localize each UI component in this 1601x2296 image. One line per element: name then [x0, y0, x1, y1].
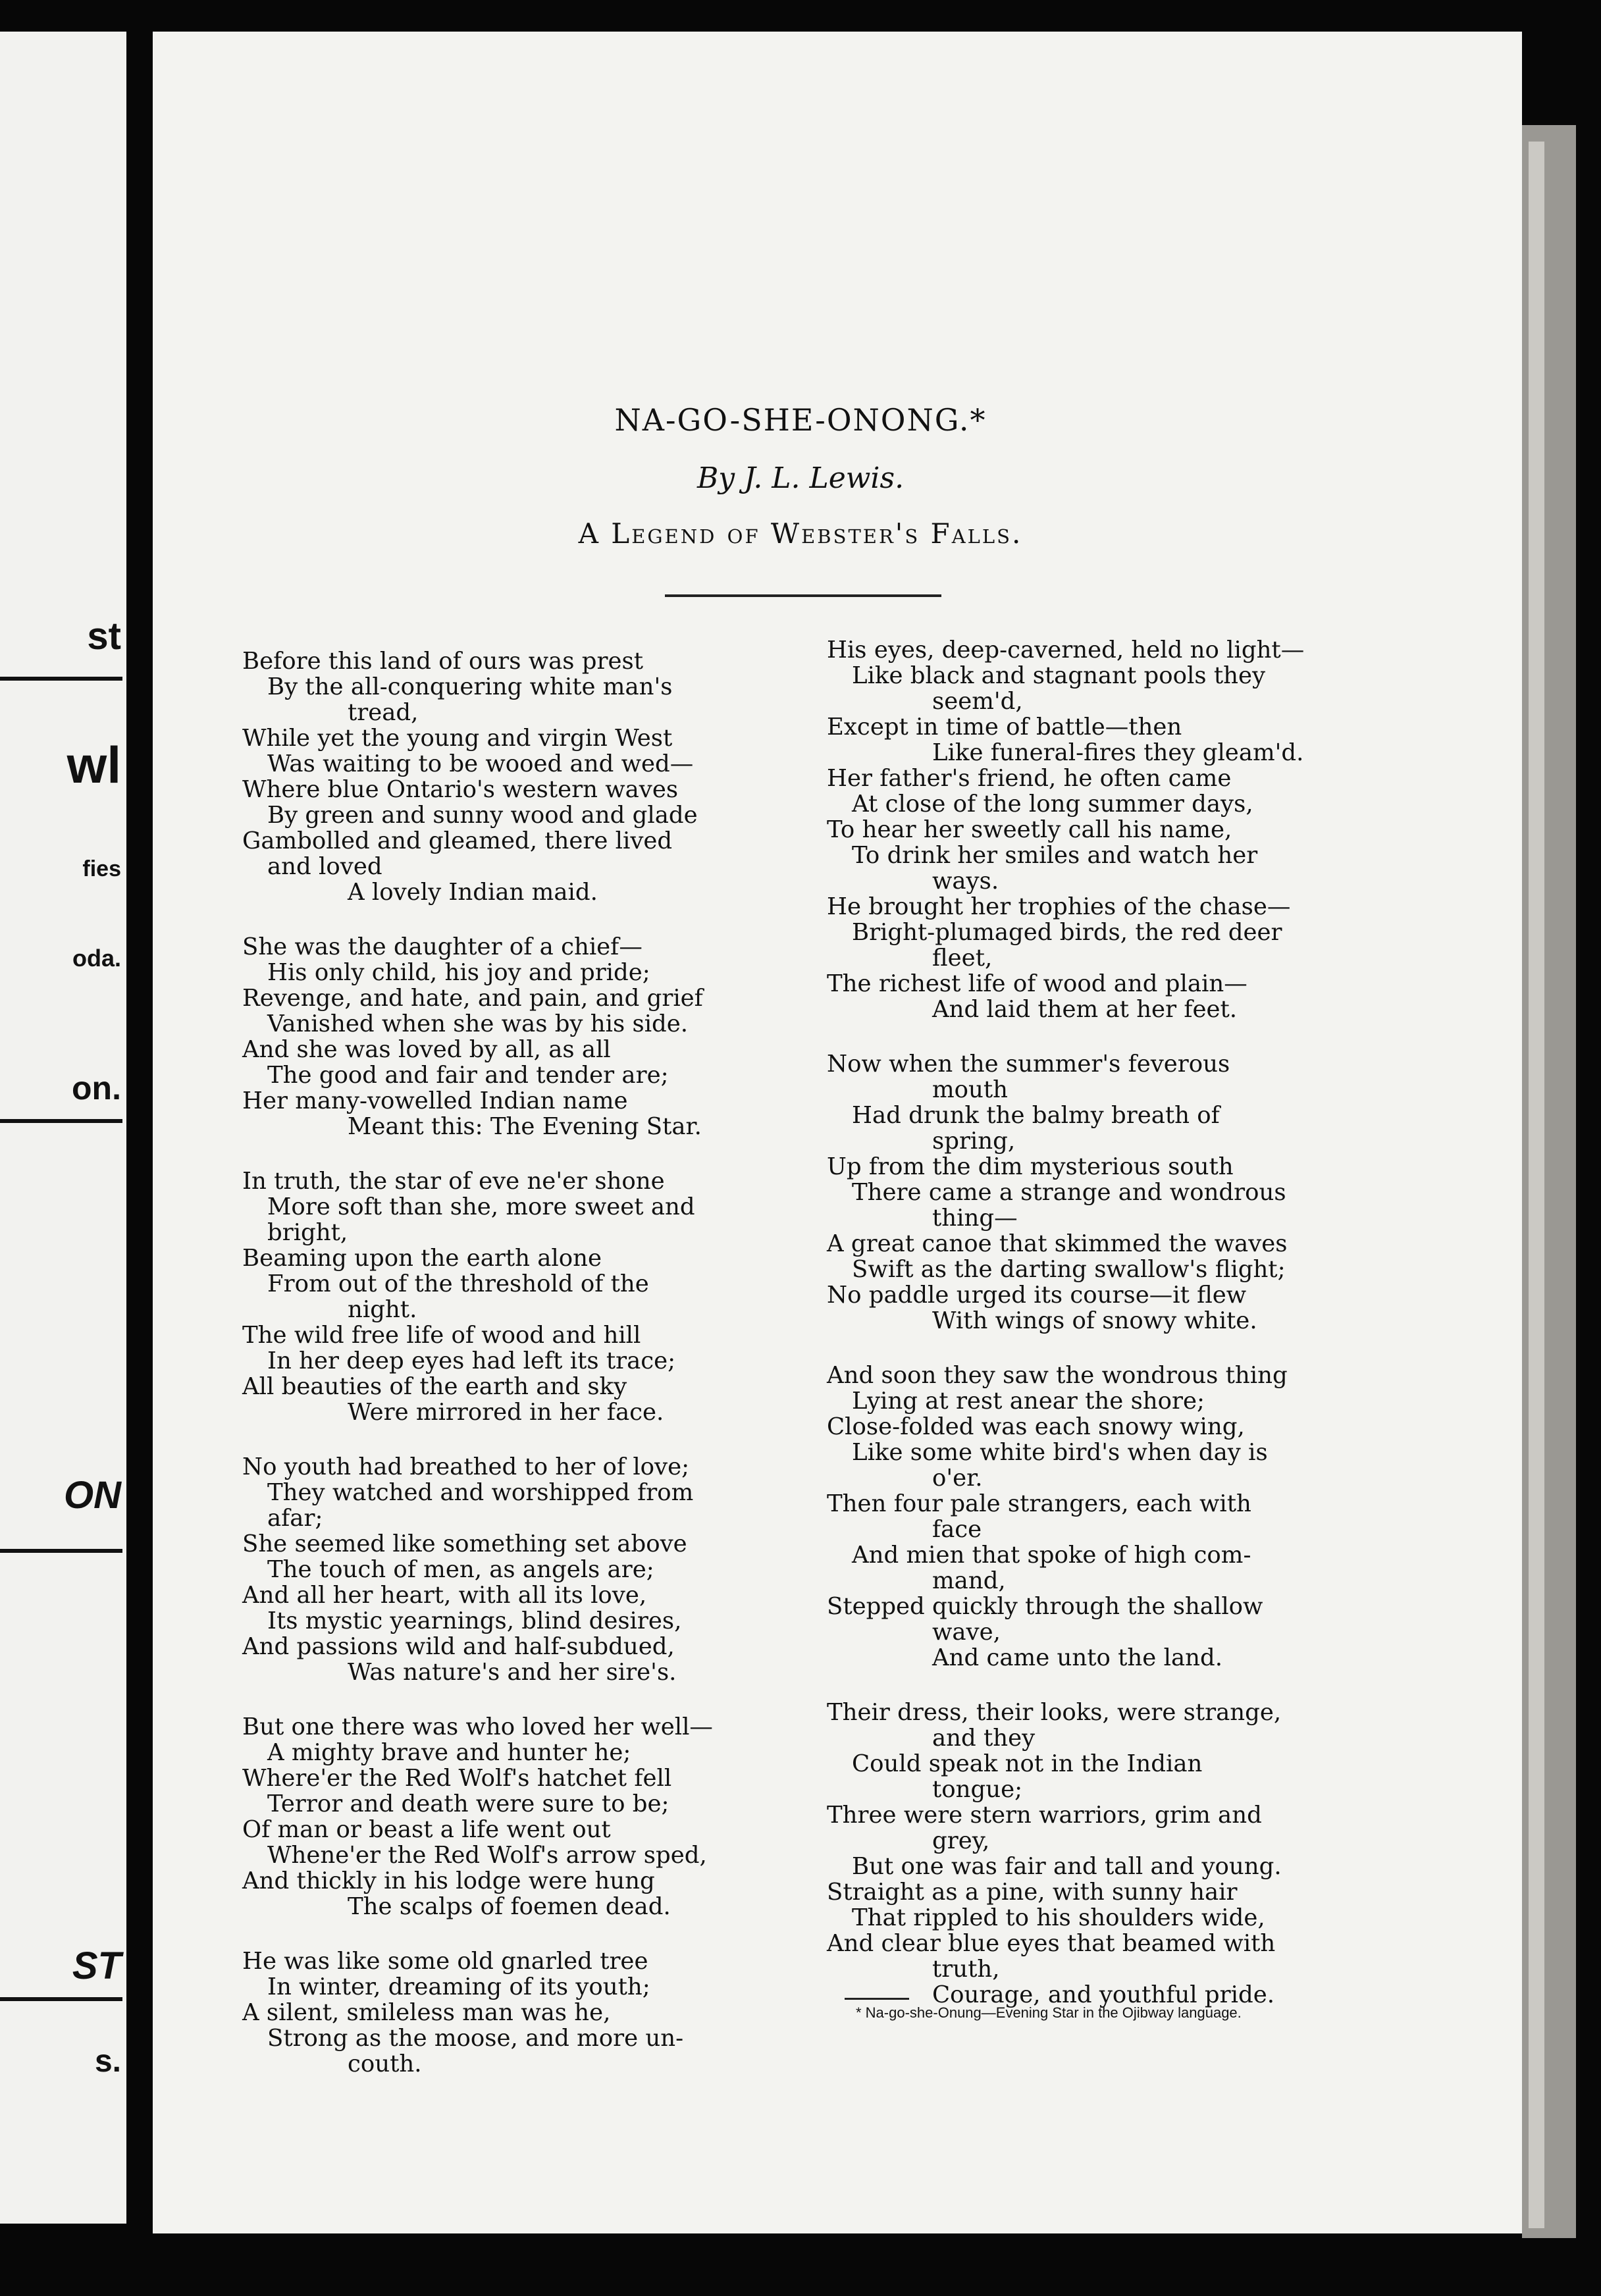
poem-line: Their dress, their looks, were strange,	[827, 1699, 1282, 1726]
poem-line: Bright-plumaged birds, the red deer	[852, 919, 1282, 946]
poem-line: Now when the summer's feverous	[827, 1051, 1230, 1078]
poem-line: And laid them at her feet.	[932, 996, 1238, 1023]
fragment-text: fies	[82, 856, 121, 881]
poem-line: Swift as the darting swallow's flight;	[852, 1256, 1286, 1283]
poem-line: His eyes, deep-caverned, held no light—	[827, 637, 1305, 664]
fragment-rule	[0, 677, 122, 681]
poem-line: couth.	[348, 2050, 422, 2077]
poem-line: grey,	[932, 1827, 990, 1854]
poem-line: bright,	[267, 1219, 348, 1246]
poem-line: Could speak not in the Indian	[852, 1750, 1203, 1777]
poem-line: The touch of men, as angels are;	[267, 1556, 654, 1583]
poem-line: No paddle urged its course—it flew	[827, 1282, 1247, 1309]
poem-line: The wild free life of wood and hill	[242, 1322, 641, 1349]
poem-line: They watched and worshipped from	[267, 1479, 694, 1506]
poem-line: He brought her trophies of the chase—	[827, 893, 1291, 920]
poem-line: At close of the long summer days,	[852, 791, 1253, 818]
poem-line: More soft than she, more sweet and	[267, 1193, 695, 1220]
poem-line: And passions wild and half-subdued,	[242, 1633, 675, 1660]
poem-line: A lovely Indian maid.	[348, 879, 598, 906]
poem-line: Whene'er the Red Wolf's arrow sped,	[267, 1842, 707, 1869]
poem-line: The scalps of foemen dead.	[348, 1893, 671, 1920]
poem-line: night.	[348, 1296, 417, 1323]
poem-line: Three were stern warriors, grim and	[827, 1802, 1262, 1829]
poem-line: That rippled to his shoulders wide,	[852, 1904, 1265, 1931]
poem-line: And she was loved by all, as all	[242, 1036, 611, 1063]
poem-line: In her deep eyes had left its trace;	[267, 1347, 676, 1374]
poem-line: tongue;	[932, 1776, 1023, 1803]
poem-line: And soon they saw the wondrous thing	[827, 1362, 1288, 1389]
poem-line: Was waiting to be wooed and wed—	[267, 750, 694, 777]
poem-line: Of man or beast a life went out	[242, 1816, 611, 1843]
title-divider	[665, 594, 941, 597]
stanza	[827, 1363, 1386, 1671]
facing-page-fragment	[0, 32, 126, 2224]
poem-line: seem'd,	[932, 688, 1023, 715]
poem-column-right	[827, 637, 1386, 2037]
poem-line: Where blue Ontario's western waves	[242, 776, 679, 803]
poem-line: Vanished when she was by his side.	[267, 1010, 689, 1037]
stanza	[242, 1168, 795, 1425]
fragment-rule	[0, 1119, 122, 1123]
poem-line: Had drunk the balmy breath of	[852, 1102, 1220, 1129]
poem-subtitle: A Legend of Webster's Falls.	[578, 517, 1023, 550]
fragment-text: on.	[72, 1070, 121, 1107]
stanza	[827, 1051, 1386, 1334]
stanza	[827, 637, 1386, 1022]
poem-column-left	[242, 648, 795, 2106]
poem-line: From out of the threshold of the	[267, 1270, 649, 1297]
poem-line: Its mystic yearnings, blind desires,	[267, 1607, 682, 1634]
poem-line: wave,	[932, 1619, 1001, 1646]
poem-line: But one was fair and tall and young.	[852, 1853, 1282, 1880]
poem-line: A great canoe that skimmed the waves	[827, 1230, 1288, 1257]
poem-line: Were mirrored in her face.	[348, 1399, 664, 1426]
poem-line: truth,	[932, 1956, 1000, 1983]
poem-line: Lying at rest anear the shore;	[852, 1388, 1205, 1415]
poem-line: Like funeral-fires they gleam'd.	[932, 739, 1304, 766]
footnote-divider	[845, 1998, 909, 2000]
poem-line: And mien that spoke of high com-	[852, 1542, 1251, 1569]
poem-line: thing—	[932, 1205, 1018, 1232]
poem-line: She seemed like something set above	[242, 1530, 687, 1557]
poem-line: By the all-conquering white man's	[267, 673, 673, 700]
poem-line: All beauties of the earth and sky	[242, 1373, 627, 1400]
fragment-rule	[0, 1549, 122, 1553]
poem-line: Her many-vowelled Indian name	[242, 1087, 628, 1114]
fragment-text: oda.	[72, 945, 121, 972]
footnote: * Na-go-she-Onung—Evening Star in the Ojibway language.	[856, 2004, 1242, 2021]
poem-line: There came a strange and wondrous	[852, 1179, 1286, 1206]
poem-line: And came unto the land.	[932, 1644, 1222, 1671]
poem-line: And all her heart, with all its love,	[242, 1582, 647, 1609]
poem-line: Stepped quickly through the shallow	[827, 1593, 1263, 1620]
fragment-text: st	[87, 615, 121, 658]
poem-line: face	[932, 1516, 982, 1543]
stanza	[242, 648, 795, 905]
poem-line: Then four pale strangers, each with	[827, 1490, 1251, 1517]
poem-line: While yet the young and virgin West	[242, 725, 673, 752]
stanza	[827, 1700, 1386, 2008]
poem-line: In truth, the star of eve ne'er shone	[242, 1168, 665, 1195]
poem-line: Was nature's and her sire's.	[348, 1659, 677, 1686]
poem-line: Gambolled and gleamed, there lived	[242, 827, 673, 854]
poem-author: By J. L. Lewis.	[696, 461, 905, 495]
fragment-text: ST	[72, 1944, 121, 1987]
poem-line: A silent, smileless man was he,	[242, 1999, 611, 2026]
poem-line: Close-folded was each snowy wing,	[827, 1413, 1245, 1440]
poem-line: o'er.	[932, 1465, 983, 1492]
fragment-text: ON	[64, 1474, 121, 1517]
stanza	[242, 934, 795, 1139]
poem-line: Except in time of battle—then	[827, 714, 1182, 741]
poem-line: To drink her smiles and watch her	[852, 842, 1258, 869]
poem-line: And clear blue eyes that beamed with	[827, 1930, 1276, 1957]
poem-line: fleet,	[932, 945, 993, 972]
poem-line: Beaming upon the earth alone	[242, 1245, 602, 1272]
poem-line: afar;	[267, 1505, 323, 1532]
poem-line: Where'er the Red Wolf's hatchet fell	[242, 1765, 672, 1792]
poem-line: His only child, his joy and pride;	[267, 959, 650, 986]
poem-line: ways.	[932, 868, 999, 895]
poem-line: The good and fair and tender are;	[267, 1062, 669, 1089]
poem-title: NA-GO-SHE-ONONG.*	[614, 402, 987, 438]
poem-line: A mighty brave and hunter he;	[267, 1739, 631, 1766]
poem-line: mand,	[932, 1567, 1006, 1594]
poem-line: Strong as the moose, and more un-	[267, 2025, 684, 2052]
poem-line: spring,	[932, 1128, 1016, 1155]
fragment-text: wl	[66, 736, 121, 794]
poem-line: Revenge, and hate, and pain, and grief	[242, 985, 703, 1012]
poem-line: And thickly in his lodge were hung	[242, 1867, 655, 1894]
poem-line: The richest life of wood and plain—	[827, 970, 1247, 997]
poem-line: Meant this: The Evening Star.	[348, 1113, 702, 1140]
stanza	[242, 1454, 795, 1685]
poem-line: and loved	[267, 853, 382, 880]
page-edge-inner	[1529, 142, 1544, 2228]
poem-line: and they	[932, 1725, 1036, 1752]
poem-line: Terror and death were sure to be;	[267, 1790, 669, 1817]
poem-line: mouth	[932, 1076, 1009, 1103]
poem-line: She was the daughter of a chief—	[242, 933, 643, 960]
fragment-rule	[0, 1997, 122, 2001]
poem-line: By green and sunny wood and glade	[267, 802, 698, 829]
poem-line: Like black and stagnant pools they	[852, 662, 1266, 689]
poem-line: In winter, dreaming of its youth;	[267, 1973, 650, 2000]
poem-line: Like some white bird's when day is	[852, 1439, 1268, 1466]
poem-line: Straight as a pine, with sunny hair	[827, 1879, 1238, 1906]
poem-line: Courage, and youthful pride.	[932, 1981, 1275, 2008]
poem-line: To hear her sweetly call his name,	[827, 816, 1232, 843]
poem-line: Up from the dim mysterious south	[827, 1153, 1234, 1180]
poem-line: With wings of snowy white.	[932, 1307, 1257, 1334]
stanza	[242, 1714, 795, 1919]
fragment-text: s.	[94, 2044, 121, 2079]
poem-line: Before this land of ours was prest	[242, 648, 643, 675]
poem-line: tread,	[348, 699, 419, 726]
poem-line: But one there was who loved her well—	[242, 1713, 713, 1740]
poem-line: No youth had breathed to her of love;	[242, 1453, 690, 1480]
stanza	[242, 1948, 795, 2077]
poem-line: He was like some old gnarled tree	[242, 1948, 648, 1975]
poem-line: Her father's friend, he often came	[827, 765, 1232, 792]
